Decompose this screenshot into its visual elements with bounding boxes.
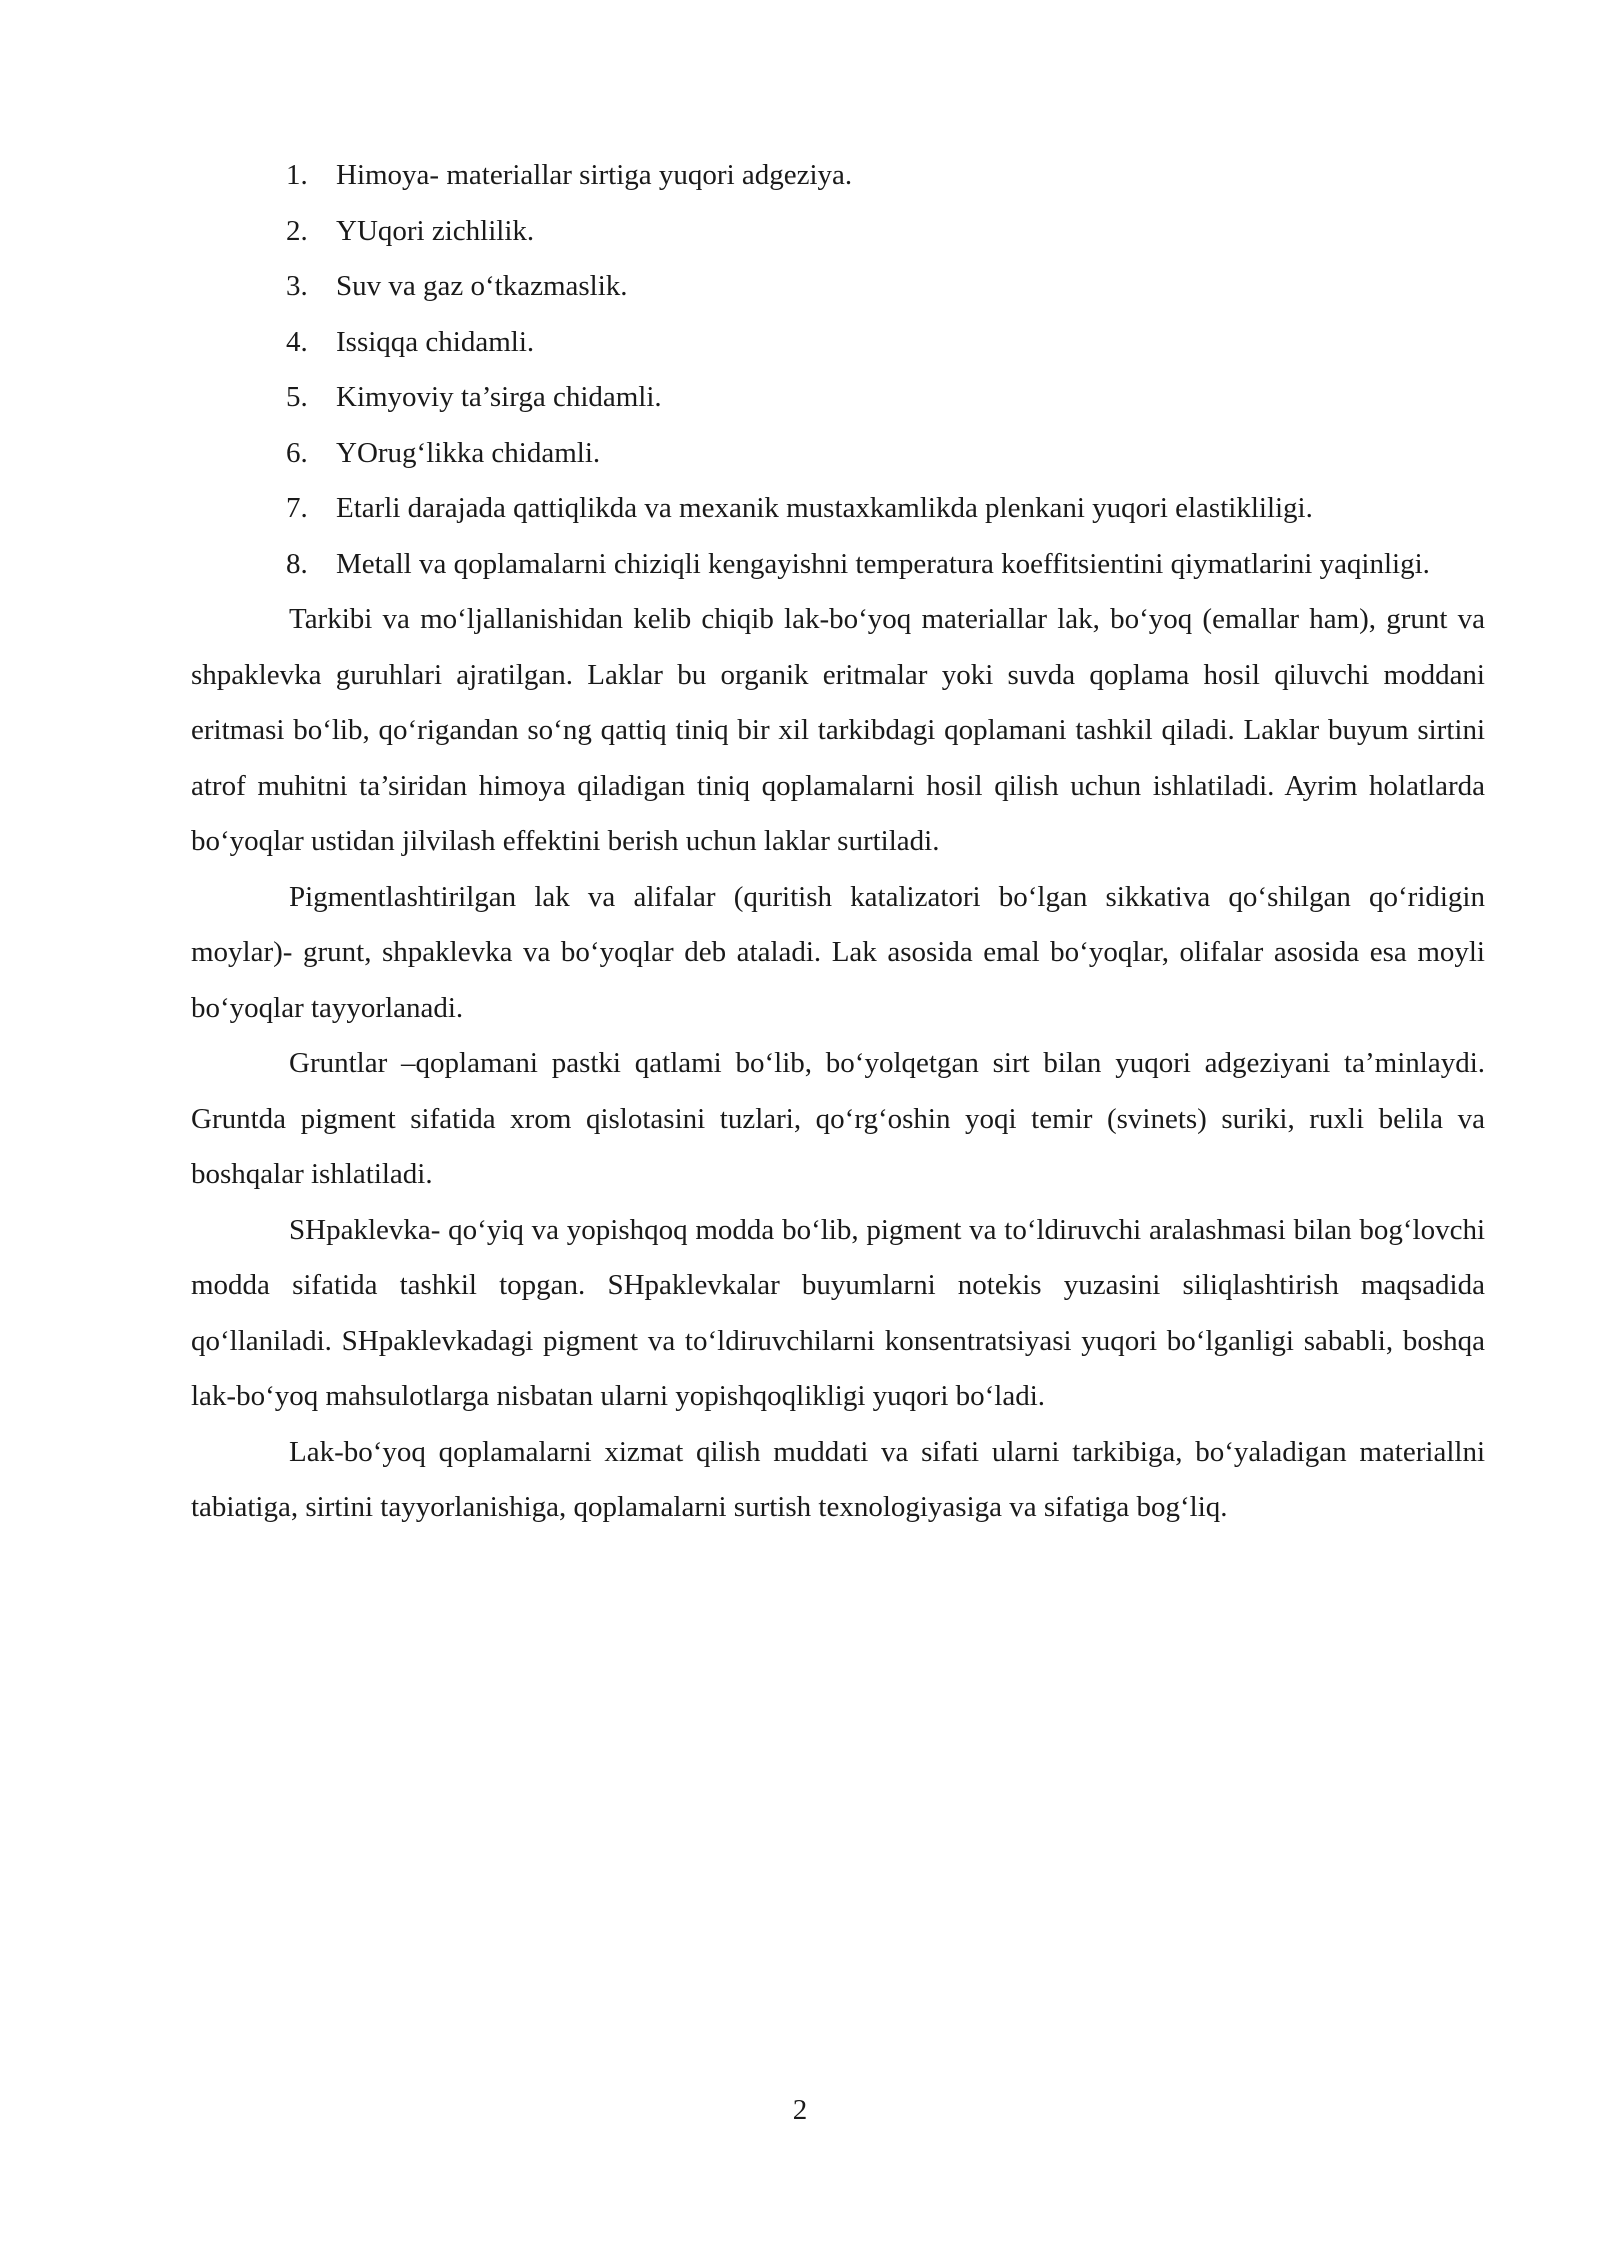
- list-item: [191, 537, 1485, 593]
- list-item: [191, 204, 1485, 260]
- list-item: [191, 259, 1485, 315]
- list-item: [191, 370, 1485, 426]
- list-number: 6.: [286, 436, 308, 469]
- list-text: YOrug‘likka chidamli.: [336, 436, 601, 469]
- paragraph-lak-boyoq-groups: Tarkibi va mo‘ljallanishidan kelib chiqib lak-bo‘yoq materiallar lak, bo‘yoq (emallar ham), grunt va shpaklevka guruhlari ajratilgan. Laklar bu organik eritmalar yoki suvda qoplama hosil qiluvchi moddani eritmasi bo‘lib, qo‘rigandan so‘ng qattiq tiniq bir xil tarkibdagi qoplamani tashkil qiladi. Laklar buyum sirtini atrof muhitni ta’siridan himoya qiladigan tiniq qoplamalarni hosil qilish uchun ishlatiladi. Ayrim holatlarda bo‘yoqlar ustidan jilvilash effektini berish uchun laklar surtiladi.: [191, 603, 1485, 857]
- paragraph-gruntlar: Gruntlar –qoplamani pastki qatlami bo‘lib, bo‘yolqetgan sirt bilan yuqori adgeziyani ta’minlaydi. Gruntda pigment sifatida xrom qislotasini tuzlari, qo‘rg‘oshin yoqi temir (svinets) suriki, ruxli belila va boshqalar ishlatiladi.: [191, 1047, 1485, 1190]
- list-text: YUqori zichlilik.: [336, 214, 535, 247]
- requirements-list: [191, 148, 1485, 592]
- paragraph-shpaklevka: SHpaklevka- qo‘yiq va yopishqoq modda bo‘lib, pigment va to‘ldiruvchi aralashmasi bilan bog‘lovchi modda sifatida tashkil topgan. SHpaklevkalar buyumlarni notekis yuzasini siliqlashtirish maqsadida qo‘llaniladi. SHpaklevkadagi pigment va to‘ldiruvchilarni konsentratsiyasi yuqori bo‘lganligi sababli, boshqa lak-bo‘yoq mahsulotlarga nisbatan ularni yopishqoqlikligi yuqori bo‘ladi.: [191, 1213, 1485, 1412]
- paragraph-pigmented-lak: Pigmentlashtirilgan lak va alifalar (quritish katalizatori bo‘lgan sikkativa qo‘shilgan qo‘ridigin moylar)- grunt, shpaklevka va bo‘yoqlar deb ataladi. Lak asosida emal bo‘yoqlar, olifalar asosida esa moyli bo‘yoqlar tayyorlanadi.: [191, 880, 1485, 1024]
- list-text: Etarli darajada qattiqlikda va mexanik mustaxkamlikda plenkani yuqori elastikliligi.: [336, 492, 1313, 524]
- list-item: [191, 426, 1485, 482]
- list-number: 8.: [286, 547, 308, 580]
- list-number: 3.: [286, 270, 308, 302]
- list-text: Issiqqa chidamli.: [336, 325, 535, 358]
- list-text: Himoya- materiallar sirtiga yuqori adgeziya.: [336, 159, 853, 191]
- list-number: 5.: [286, 381, 308, 413]
- list-text: Suv va gaz o‘tkazmaslik.: [336, 270, 628, 302]
- document-page: [191, 148, 1485, 1536]
- paragraph-service-life: Lak-bo‘yoq qoplamalarni xizmat qilish muddati va sifati ularni tarkibiga, bo‘yaladigan materiallni tabiatiga, sirtini tayyorlanishiga, qoplamalarni surtish texnologiyasiga va sifatiga bog‘liq.: [191, 1435, 1485, 1523]
- page-number: 2: [792, 2094, 808, 2126]
- list-number: 2.: [286, 214, 308, 247]
- list-text: Kimyoviy ta’sirga chidamli.: [336, 381, 662, 413]
- list-item: [191, 315, 1485, 371]
- list-number: 1.: [286, 159, 308, 191]
- list-text: Metall va qoplamalarni chiziqli kengayishni temperatura koeffitsientini qiymatlarini yaqinligi.: [336, 547, 1430, 580]
- list-number: 7.: [286, 492, 308, 524]
- list-number: 4.: [286, 325, 308, 358]
- list-item: [191, 148, 1485, 204]
- list-item: [191, 481, 1485, 537]
